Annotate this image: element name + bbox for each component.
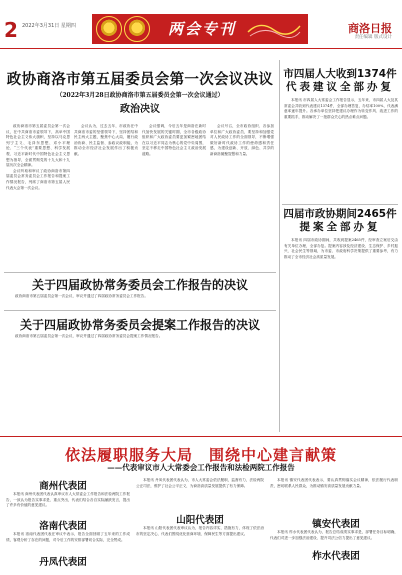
group-zhashui-body — [270, 530, 398, 546]
right-article-2-title — [282, 208, 398, 234]
feature-title: 依法履职服务大局 围绕中心建言献策 — [64, 446, 337, 464]
body-paragraph: 政协商洛市第五届委员会第一次会议，在中共商洛市委领导下，高举中国特色社会主义伟大旗帜，坚持以马克思列宁主义、毛泽东思想、邓小平理论、“三个代表”重要思想、科学发展观、习近平新时代中国特色社会主义思想为指导，全面贯彻党的十九大和十九届历次全会精神。 — [6, 124, 70, 168]
cppcc-emblem-icon — [96, 16, 122, 42]
group-shanyang-body — [136, 526, 264, 572]
right-article-2-title-line-2: 提案全部办复 — [299, 221, 381, 233]
group-shangzhou-body — [6, 492, 130, 516]
proposal-resolution-title: 关于四届政协常务委员会提案工作报告的决议 — [19, 318, 260, 332]
group-zhenan-title: 镇安代表团 — [312, 519, 360, 530]
date-line: 2022年3月31日 星期四 — [22, 23, 76, 29]
body-paragraph: 本报讯 柞水代表团代表认为，报告总结成绩实事求是，部署任务目标明确，代表们对进一步加强法治建设、提升司法公信力提出了意见建议。 — [270, 530, 398, 540]
main-article-column-2 — [74, 124, 138, 270]
header-rule — [0, 48, 402, 49]
divider — [4, 272, 276, 273]
body-paragraph: 本报讯 山阳代表团代表审议认为，报告内容详实，措施有力，体现了依法治市的坚定决心，代表们围绕优化营商环境、保障民生等方面提出建议。 — [136, 526, 264, 536]
divider — [4, 310, 276, 311]
body-paragraph: 本报讯 市四届人大常委会工作报告显示，五年来，市四届人大及其常委会共收到代表建议1374件，全部办理答复，办结率100%，代表满意率逐年提升。各承办单位坚持把建议办理作为转变作风、改进工作的重要抓手，推动解决了一批群众关心的热点难点问题。 — [284, 98, 398, 119]
page-number: 2 — [4, 18, 18, 42]
body-paragraph: 会议听取和审议了政协商洛市第四届委员会常务委员会工作报告和提案工作情况报告，列席了商洛市第五届人民代表大会第一次会议。 — [6, 168, 70, 190]
body-paragraph: 会议强调，今后五年是商洛在新时代加快发展的关键时期，全市各级政协组织和广大政协委员要更加紧密地团结在以习近平同志为核心的党中央周围，坚定不移走中国特色社会主义政治发展道路。 — [142, 124, 206, 156]
group-shangzhou-title: 商州代表团 — [39, 481, 87, 492]
group-danfeng-body — [136, 478, 264, 508]
right-article-1-title-line-2: 代表建议全部办复 — [286, 81, 394, 93]
group-intro-body — [270, 478, 398, 508]
group-shanyang-title: 山阳代表团 — [176, 515, 224, 526]
main-article-section: 政治决议 — [120, 104, 160, 115]
body-paragraph: 会议号召，全市政协组织、各参加单位和广大政协委员，要坚持和加强党对人民政协工作的全面领导，不断增强做好新时代政协工作的使命感和责任感，为建设创新、开放、绿色、共享的新商洛凝聚智慧和力量。 — [210, 124, 274, 156]
feature-subtitle: ——代表审议市人大常委会工作报告和法检两院工作报告 — [107, 463, 295, 472]
body-paragraph: 政协商洛市第五届委员会第一次会议，审议并通过了四届政协常务委员会提案工作情况报告。 — [15, 334, 163, 338]
group-luonan-body — [6, 532, 130, 552]
page-header — [0, 0, 402, 48]
group-zhashui-title: 柞水代表团 — [312, 551, 360, 562]
national-emblem-icon — [124, 16, 150, 42]
feature-top-rule — [0, 436, 402, 437]
body-paragraph: 本报讯 丹凤代表团代表认为，市人大常委会依法履职，监督有力，法检两院公正司法，维护了社会公平正义，为商洛高质量发展提供了有力保障。 — [136, 478, 264, 488]
group-danfeng-title: 丹凤代表团 — [39, 557, 87, 568]
main-article-column-3 — [142, 124, 206, 270]
right-article-1-body — [284, 98, 398, 202]
body-paragraph: 本报讯 镇安代表团代表表示，要认真贯彻落实会议精神，依法履行代表职责，密切联系人民群众，为推动镇安高质量发展贡献力量。 — [270, 478, 398, 488]
paper-sub: 责任编辑 版式设计 — [354, 35, 392, 40]
divider — [282, 204, 398, 205]
right-article-2-body — [284, 238, 398, 430]
report-resolution-title: 关于四届政协常务委员会工作报告的决议 — [31, 278, 248, 292]
right-article-2-title-line-1: 四届市政协期间2465件 — [283, 208, 397, 220]
decorative-flourish-icon — [246, 18, 302, 40]
main-article-title: 政协商洛市第五届委员会第一次会议决议 — [6, 71, 274, 88]
right-article-1-title — [282, 68, 398, 94]
right-article-1-title-line-1: 市四届人大收到1374件 — [283, 68, 397, 80]
body-paragraph: 本报讯 商州代表团代表认真审议市人大常委会工作报告和法检两院工作报告，一致认为报告实事求是、重点突出，代表们结合各自实际踊跃发言，提出了许多有价值的意见建议。 — [6, 492, 130, 508]
body-paragraph: 本报讯 四届市政协期间，共收到提案2465件，经审查立案后交由有关单位办理，全部办复。提案内容涉及经济建设、生态保护、乡村振兴、社会民生等领域，为市委、市政府科学决策提供了重要参考，有力推动了全市经济社会高质量发展。 — [284, 238, 398, 259]
body-paragraph: 政协商洛市第五届委员会第一次会议，审议并通过了四届政协常务委员会工作报告。 — [15, 294, 148, 298]
report-resolution-body — [8, 294, 274, 306]
main-article-subtitle: （2022年3月28日政协商洛市第五届委员会第一次会议通过） — [56, 92, 224, 99]
column-divider — [279, 60, 280, 432]
main-article-column-1 — [6, 124, 70, 270]
body-paragraph: 本报讯 洛南代表团代表在审议中表示，报告全面回顾了五年来的工作成绩，客观分析了存在的问题，对今后工作的安排部署切合实际，完全赞成。 — [6, 532, 130, 542]
section-title: 两会专刊 — [168, 20, 237, 38]
main-article-column-4 — [210, 124, 274, 270]
paper-logo: 商洛日报 — [348, 22, 392, 35]
group-luonan-title: 洛南代表团 — [39, 521, 87, 532]
proposal-resolution-body — [8, 334, 274, 346]
body-paragraph: 会议认为，过去五年，市政协在中共商洛市委的坚强领导下，坚持团结和民主两大主题，聚焦中心大局，履行政治协商、民主监督、参政议政职能，为推动全市经济社会发展作出了积极贡献。 — [74, 124, 138, 156]
